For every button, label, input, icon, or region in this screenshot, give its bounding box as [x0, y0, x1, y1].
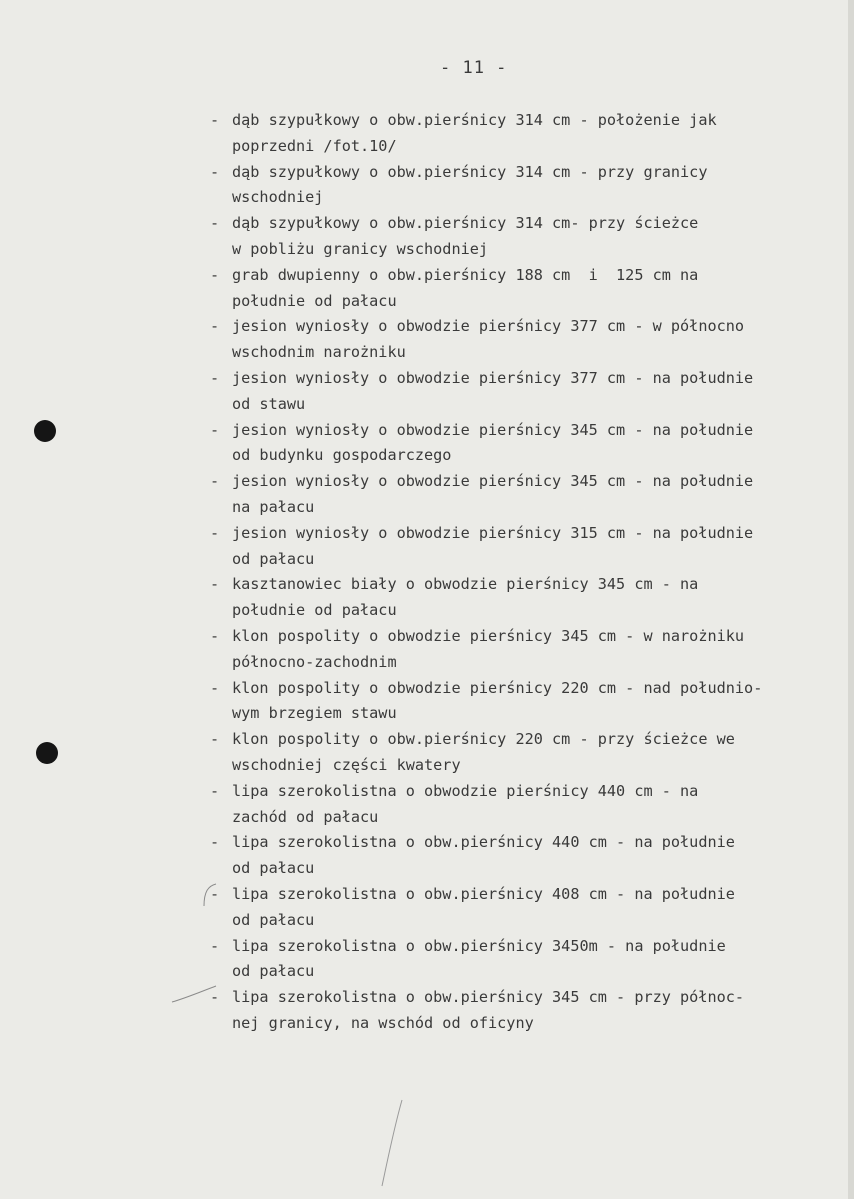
bullet-dash: -	[210, 988, 220, 1007]
entry-line: lipa szerokolistna o obw.pierśnicy 345 cm - przy północ-	[232, 988, 745, 1007]
list-item	[210, 624, 840, 676]
list-item	[210, 882, 840, 934]
list-item	[210, 211, 840, 263]
entry-line: w pobliżu granicy wschodniej	[232, 239, 489, 258]
page-number: - 11 -	[440, 58, 508, 78]
entry-line: południe od pałacu	[232, 291, 397, 310]
entry-line: na pałacu	[232, 497, 315, 516]
entry-line: lipa szerokolistna o obw.pierśnicy 440 cm - na południe	[232, 833, 735, 852]
bullet-dash: -	[210, 111, 220, 129]
list-item	[210, 985, 840, 1037]
entry-line: zachód od pałacu	[232, 807, 379, 826]
bullet-dash: -	[210, 162, 220, 181]
entry-line: poprzedni /fot.10/	[232, 136, 397, 155]
list-item	[210, 572, 840, 624]
entry-line: północno-zachodnim	[232, 652, 397, 671]
bullet-dash: -	[210, 626, 220, 645]
bullet-dash: -	[210, 317, 220, 336]
tree-list	[210, 108, 840, 1037]
entry-line: kasztanowiec biały o obwodzie pierśnicy 345 cm - na	[232, 575, 699, 594]
bullet-dash: -	[210, 523, 220, 542]
bullet-dash: -	[210, 936, 220, 955]
pencil-mark-icon	[378, 1098, 408, 1188]
entry-line: dąb szypułkowy o obw.pierśnicy 314 cm - przy granicy	[232, 162, 708, 181]
list-item	[210, 934, 840, 986]
entry-line: wym brzegiem stawu	[232, 704, 397, 723]
punch-hole-icon	[36, 742, 58, 764]
entry-line: lipa szerokolistna o obw.pierśnicy 3450m - na południe	[232, 936, 726, 955]
bullet-dash: -	[210, 420, 220, 439]
list-item	[210, 830, 840, 882]
entry-line: grab dwupienny o obw.pierśnicy 188 cm i 125 cm na	[232, 265, 699, 284]
entry-line: jesion wyniosły o obwodzie pierśnicy 315 cm - na południe	[232, 523, 754, 542]
entry-line: klon pospolity o obwodzie pierśnicy 345 cm - w narożniku	[232, 626, 745, 645]
list-item	[210, 676, 840, 728]
punch-hole-icon	[34, 420, 56, 442]
bullet-dash: -	[210, 678, 220, 697]
list-item	[210, 727, 840, 779]
entry-line: jesion wyniosły o obwodzie pierśnicy 377 cm - na południe	[232, 368, 754, 387]
entry-line: lipa szerokolistna o obwodzie pierśnicy 440 cm - na	[232, 781, 699, 800]
list-item	[210, 160, 840, 212]
list-item	[210, 418, 840, 470]
entry-line: od pałacu	[232, 910, 315, 929]
entry-line: od pałacu	[232, 549, 315, 568]
list-item	[210, 521, 840, 573]
entry-line: jesion wyniosły o obwodzie pierśnicy 345 cm - na południe	[232, 472, 754, 491]
entry-line: od stawu	[232, 394, 306, 413]
list-item	[210, 314, 840, 366]
bullet-dash: -	[210, 575, 220, 594]
entry-line: od pałacu	[232, 859, 315, 878]
entry-line: jesion wyniosły o obwodzie pierśnicy 377 cm - w północno	[232, 317, 745, 336]
bullet-dash: -	[210, 368, 220, 387]
entry-line: klon pospolity o obw.pierśnicy 220 cm - przy ścieżce we	[232, 730, 735, 749]
bullet-dash: -	[210, 214, 220, 233]
bullet-dash: -	[210, 884, 220, 903]
bullet-dash: -	[210, 472, 220, 491]
bullet-dash: -	[210, 781, 220, 800]
entry-line: wschodniej	[232, 188, 324, 207]
entry-line: od pałacu	[232, 962, 315, 981]
entry-line: nej granicy, na wschód od oficyny	[232, 1013, 534, 1032]
bullet-dash: -	[210, 833, 220, 852]
entry-line: wschodniej części kwatery	[232, 755, 461, 774]
entry-line: dąb szypułkowy o obw.pierśnicy 314 cm - położenie jak	[232, 111, 717, 129]
entry-line: południe od pałacu	[232, 601, 397, 620]
list-item	[210, 108, 840, 160]
entry-line: lipa szerokolistna o obw.pierśnicy 408 cm - na południe	[232, 884, 735, 903]
bullet-dash: -	[210, 730, 220, 749]
entry-line: jesion wyniosły o obwodzie pierśnicy 345 cm - na południe	[232, 420, 754, 439]
bullet-dash: -	[210, 265, 220, 284]
list-item	[210, 469, 840, 521]
entry-line: klon pospolity o obwodzie pierśnicy 220 cm - nad południo-	[232, 678, 763, 697]
list-item	[210, 263, 840, 315]
list-item	[210, 366, 840, 418]
list-item	[210, 779, 840, 831]
entry-line: wschodnim narożniku	[232, 343, 406, 362]
entry-line: dąb szypułkowy o obw.pierśnicy 314 cm- przy ścieżce	[232, 214, 699, 233]
entry-line: od budynku gospodarczego	[232, 446, 452, 465]
